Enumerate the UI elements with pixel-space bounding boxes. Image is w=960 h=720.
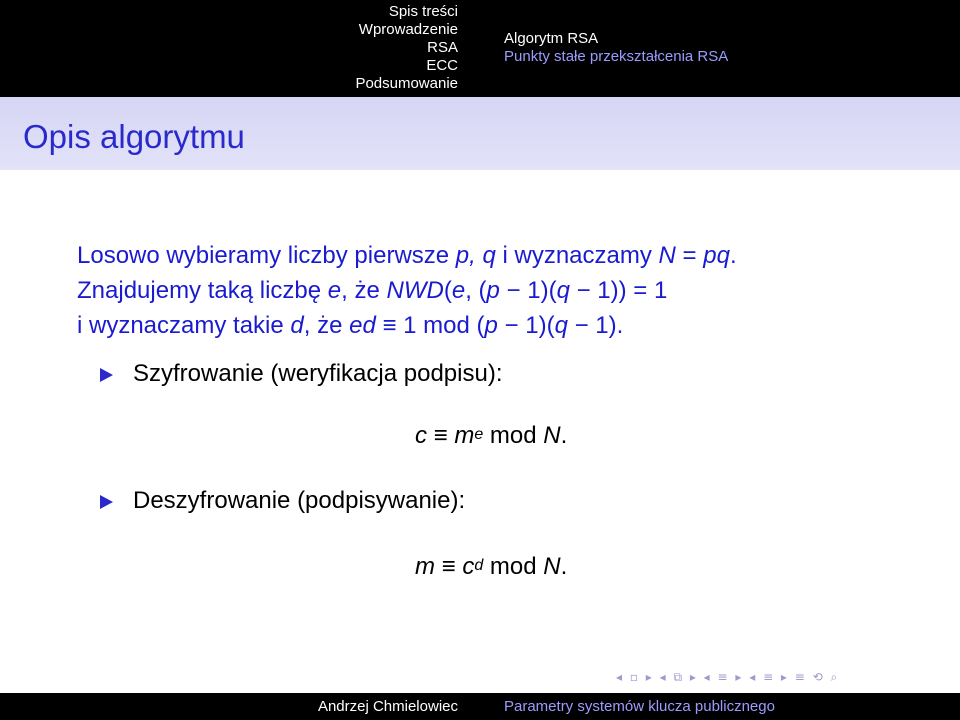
math-p: p bbox=[486, 277, 500, 304]
math-m: m bbox=[415, 553, 435, 580]
math-exponent-e: e bbox=[474, 426, 484, 443]
header-navigation bbox=[0, 0, 960, 97]
math-p: p bbox=[484, 312, 498, 339]
math-pq: p, q bbox=[455, 242, 496, 269]
math-mod: mod bbox=[483, 553, 544, 580]
text-run: ≡ 1 mod ( bbox=[375, 312, 485, 339]
text-run: , że bbox=[341, 277, 387, 304]
math-c: c bbox=[415, 422, 427, 449]
text-run: , że bbox=[303, 312, 350, 339]
math-equiv: ≡ bbox=[435, 553, 463, 580]
math-N: N bbox=[543, 422, 561, 449]
text-run: , ( bbox=[465, 277, 487, 304]
text-run: Znajdujemy taką liczbę bbox=[77, 277, 328, 304]
math-period: . bbox=[560, 422, 568, 449]
paragraph-line-2 bbox=[77, 273, 917, 308]
footer-bar bbox=[0, 693, 960, 720]
encryption-formula bbox=[415, 422, 567, 450]
nav-section-intro[interactable]: Wprowadzenie bbox=[358, 21, 458, 38]
math-c: c bbox=[462, 553, 475, 580]
text-run: − 1)) = 1 bbox=[569, 277, 668, 304]
bullet-label: Deszyfrowanie (podpisywanie): bbox=[133, 487, 466, 514]
nav-subsection-rsa-algorithm[interactable]: Algorytm RSA bbox=[504, 30, 599, 47]
text-run: = bbox=[675, 242, 704, 269]
paragraph-line-3 bbox=[77, 308, 917, 343]
math-d: d bbox=[290, 312, 304, 339]
text-run: i wyznaczamy takie bbox=[77, 312, 291, 339]
math-mod: mod bbox=[483, 422, 544, 449]
math-nwd: NWD bbox=[386, 277, 444, 304]
bullet-label: Szyfrowanie (weryfikacja podpisu): bbox=[133, 360, 503, 387]
text-run: − 1)( bbox=[499, 277, 557, 304]
intro-paragraph bbox=[77, 238, 917, 343]
math-N: N bbox=[543, 553, 561, 580]
nav-section-ecc[interactable]: ECC bbox=[426, 57, 458, 74]
math-q: q bbox=[554, 312, 568, 339]
section-navigation bbox=[0, 0, 480, 97]
math-equiv: ≡ bbox=[427, 422, 455, 449]
decryption-formula bbox=[415, 553, 567, 581]
footer-author: Andrzej Chmielowiec bbox=[317, 698, 458, 715]
frame-title: Opis algorytmu bbox=[23, 118, 245, 155]
nav-section-summary[interactable]: Podsumowanie bbox=[355, 75, 458, 92]
text-run: . bbox=[729, 242, 737, 269]
math-m: m bbox=[454, 422, 475, 449]
math-q: q bbox=[556, 277, 570, 304]
math-ed: ed bbox=[349, 312, 376, 339]
paragraph-line-1 bbox=[77, 238, 917, 273]
math-e: e bbox=[327, 277, 342, 304]
math-exponent-d: d bbox=[474, 557, 484, 574]
text-run: − 1)( bbox=[497, 312, 555, 339]
bullet-triangle-icon bbox=[100, 368, 113, 382]
nav-section-rsa[interactable]: RSA bbox=[427, 39, 458, 56]
text-run: i wyznaczamy bbox=[495, 242, 659, 269]
text-run: Losowo wybieramy liczby pierwsze bbox=[77, 242, 456, 269]
footer-author-box bbox=[0, 693, 480, 720]
math-N: N bbox=[658, 242, 676, 269]
math-pq-product: pq bbox=[703, 242, 730, 269]
text-run: ( bbox=[443, 277, 452, 304]
nav-subsection-fixed-points[interactable]: Punkty stałe przekształcenia RSA bbox=[504, 48, 729, 65]
math-period: . bbox=[560, 553, 568, 580]
math-e: e bbox=[451, 277, 466, 304]
beamer-navigation-symbols-icon[interactable]: ◂ ▫ ▸ ◂ ⧉ ▸ ◂ ≡ ▸ ◂ ≡ ▸ ≡ ⟲ ⌕ bbox=[616, 670, 840, 684]
subsection-navigation bbox=[480, 0, 960, 97]
footer-talk-title: Parametry systemów klucza publicznego bbox=[504, 698, 775, 715]
text-run: − 1). bbox=[567, 312, 624, 339]
nav-section-toc[interactable]: Spis treści bbox=[388, 3, 458, 20]
bullet-triangle-icon bbox=[100, 495, 113, 509]
footer-title-box bbox=[480, 693, 960, 720]
